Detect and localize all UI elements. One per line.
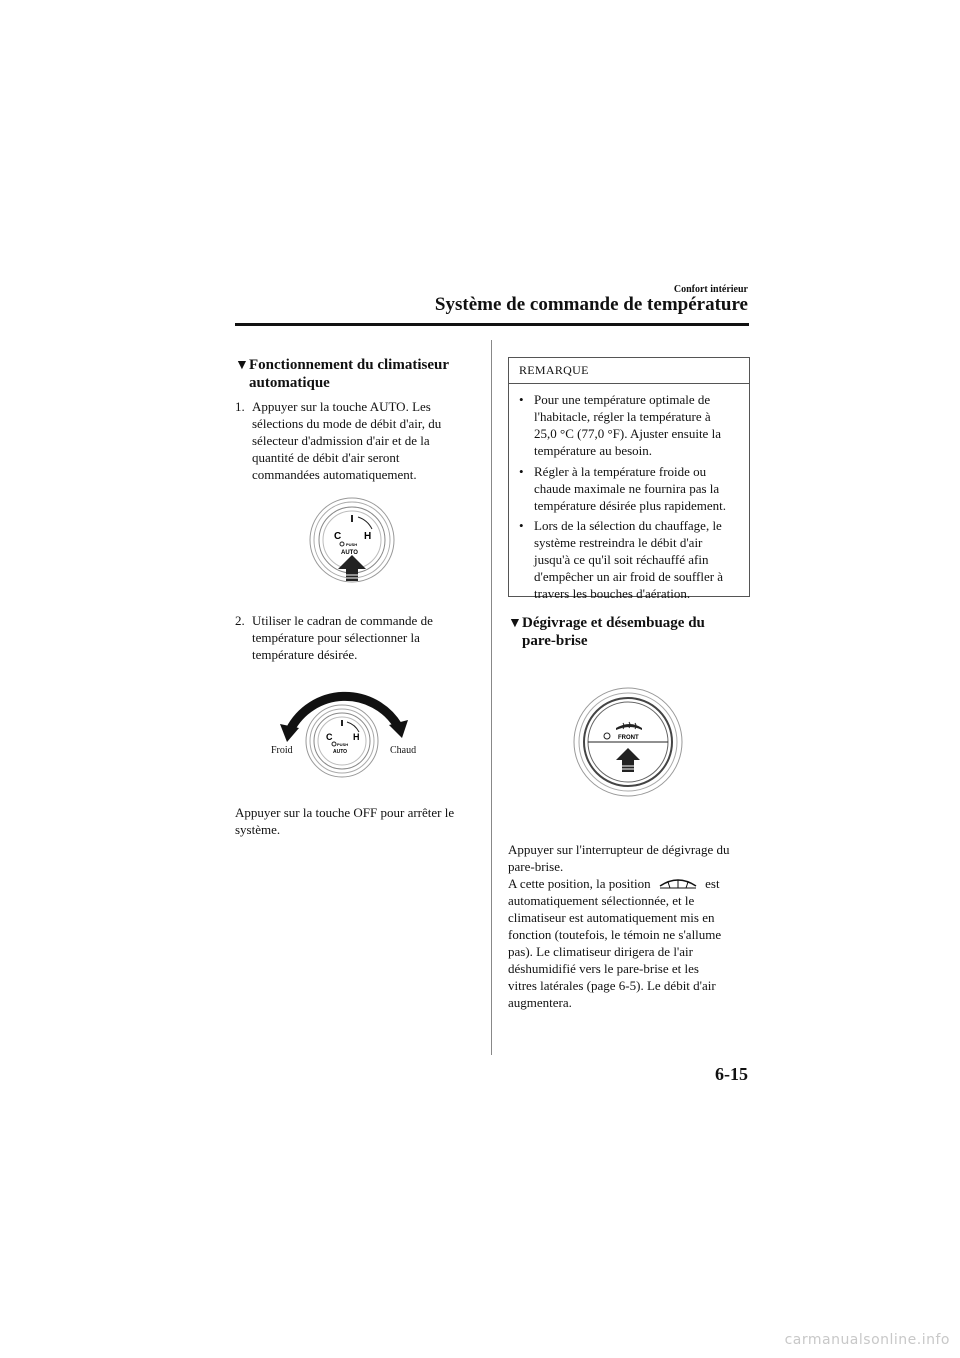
bullet-icon: • [519,392,524,407]
note-rule [509,383,749,384]
note-line: Lors de la sélection du chauffage, le [534,518,722,533]
heading-line: pare-brise [522,633,588,649]
note-line: Pour une température optimale de [534,392,711,407]
note-box [508,357,750,601]
section-label: Confort intérieur [673,284,748,295]
page-title: Système de commande de température [434,294,748,315]
dial-c-label: C [326,732,333,742]
front-defroster-figure [568,684,698,804]
cold-label: Froid [271,745,293,756]
note-line: jusqu'à ce qu'il soit réchauffé afin [534,552,709,567]
para-line: fonction (toutefois, le témoin ne s'allume [508,927,722,942]
dial-push-label: PUSH [346,542,358,547]
note-line: chaude maximale ne fournira pas la [534,481,720,496]
step-line: commandées automatiquement. [252,467,417,482]
bullet-icon: • [519,464,524,479]
step-line: température désirée. [252,647,358,662]
note-line: température au besoin. [534,443,653,458]
dial-c-label: C [334,531,342,542]
heading-line: Fonctionnement du climatiseur [249,357,449,373]
defroster-paragraph [508,841,753,1011]
heading-defroster [508,614,748,650]
para-line: augmentera. [508,995,572,1010]
note-item [519,463,744,514]
temperature-dial-figure [265,678,435,786]
para-line: déshumidifié vers le pare-brise et les [508,961,699,976]
para-text: A cette position, la position [508,876,651,891]
triangle-down-icon: ▼ [508,616,522,631]
auto-dial-figure [300,495,410,605]
para-text: est [705,876,720,891]
note-line: d'empêcher un air froid de souffler à [534,569,724,584]
para-line: pas). Le climatiseur dirigera de l'air [508,944,693,959]
dial-auto-label: AUTO [333,749,348,755]
note-line: travers les bouches d'aération. [534,586,691,601]
step-line: sélections du mode de débit d'air, du [252,416,442,431]
step-line: température pour sélectionner la [252,630,420,645]
para-line: Appuyer sur l'interrupteur de dégivrage du [508,842,730,857]
watermark: carmanualsonline.info [784,1332,950,1348]
step-2 [235,612,485,664]
note-item [519,517,744,602]
para-line [508,875,753,892]
dial-h-label: H [353,732,360,742]
note-line: l'habitacle, régler la température à [534,409,711,424]
step-number: 1. [235,399,245,414]
para-line: automatiquement sélectionnée, et le [508,893,695,908]
column-divider [491,340,492,1055]
note-line: 25,0 °C (77,0 °F). Ajuster ensuite la [534,426,721,441]
para-line: pare-brise. [508,859,564,874]
step-line: Utiliser le cadran de commande de [252,613,433,628]
para-line: système. [235,822,281,837]
defrost-position-icon [658,876,698,890]
step-line: Appuyer sur la touche AUTO. Les [252,399,431,414]
step-line: sélecteur d'admission d'air et de la [252,433,430,448]
bullet-icon: • [519,518,524,533]
note-line: système restreindra le débit d'air [534,535,703,550]
off-paragraph [235,804,485,838]
heading-auto-operation [235,356,485,392]
note-line: Régler à la température froide ou [534,464,707,479]
heading-line: Dégivrage et désembuage du [522,615,705,631]
step-number: 2. [235,613,245,628]
step-line: quantité de débit d'air seront [252,450,400,465]
dial-h-label: H [364,531,372,542]
note-title: REMARQUE [519,363,589,377]
para-line: climatiseur est automatiquement mis en [508,910,715,925]
triangle-down-icon: ▼ [235,358,249,373]
note-line: température désirée plus rapidement. [534,498,727,513]
para-line: Appuyer sur la touche OFF pour arrêter le [235,805,455,820]
heading-line: automatique [249,375,330,391]
dial-auto-label: AUTO [341,550,358,556]
dial-push-label: PUSH [337,742,349,747]
para-line: vitres latérales (page 6-5). Le débit d'air [508,978,716,993]
hot-label: Chaud [390,745,417,756]
front-label: FRONT [618,735,639,741]
page-number: 6-15 [715,1064,748,1084]
step-1 [235,398,485,486]
header-rule [235,323,749,326]
note-item [519,391,744,459]
